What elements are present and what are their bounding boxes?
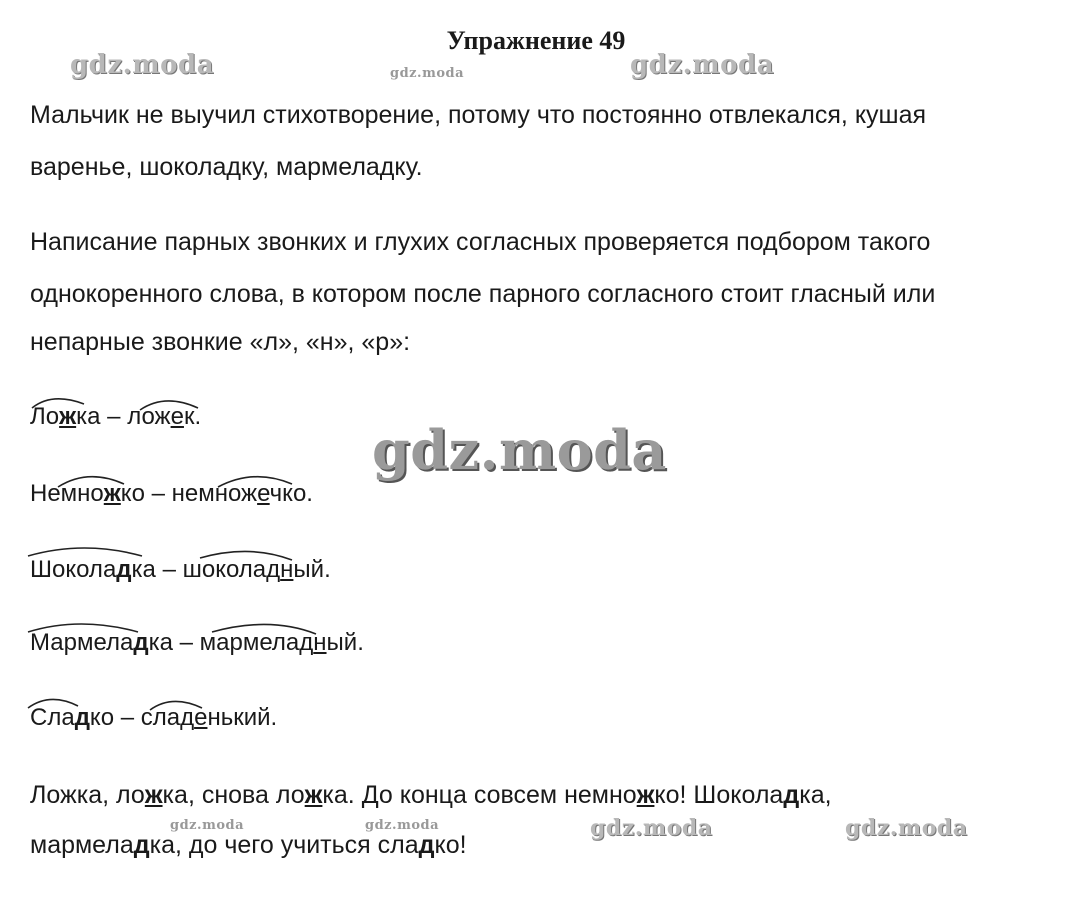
- word: Шокола: [30, 556, 117, 583]
- word: Мармела: [30, 629, 134, 656]
- paragraph-line: Мальчик не выучил стихотворение, потому что постоянно отвлекался, кушая: [30, 101, 927, 129]
- word: чко.: [269, 480, 313, 507]
- word: ка: [131, 556, 156, 583]
- letter-underlined: н: [280, 556, 294, 583]
- letter-underlined: д: [133, 831, 150, 859]
- page-title: Упражнение 49: [446, 26, 626, 55]
- verse-text: ка, снова ло: [162, 781, 305, 809]
- letter-underlined: д: [74, 704, 90, 731]
- dash: –: [114, 704, 141, 731]
- dash: –: [100, 403, 128, 430]
- paragraph-line: варенье, шоколадку, мармеладку.: [30, 153, 423, 181]
- word: ко: [120, 480, 145, 507]
- example-line: [30, 628, 364, 658]
- example-line: [30, 402, 201, 432]
- letter-underlined: н: [313, 629, 327, 656]
- letter-underlined: д: [783, 781, 800, 809]
- word: ко: [89, 704, 115, 731]
- verse-text: ко! Шокола: [654, 781, 784, 809]
- word: Сла: [30, 704, 75, 731]
- word: лож: [127, 403, 171, 430]
- word: к.: [183, 403, 202, 430]
- word: ка: [148, 629, 173, 656]
- word: немнож: [171, 480, 258, 507]
- watermark: gdz.moda: [390, 66, 465, 81]
- letter-underlined: е: [194, 704, 208, 731]
- dash: –: [155, 556, 183, 583]
- dash: –: [144, 480, 172, 507]
- letter-underlined: ж: [636, 781, 655, 809]
- word: ка: [76, 403, 101, 430]
- letter-underlined: ж: [103, 480, 121, 507]
- watermark: gdz.moda: [372, 418, 667, 482]
- word: ый.: [293, 556, 331, 583]
- word: Немно: [30, 480, 104, 507]
- verse-line: [30, 780, 832, 810]
- word: слад: [140, 704, 195, 731]
- paragraph-line: непарные звонкие «л», «н», «р»:: [30, 328, 411, 356]
- example-line: [30, 555, 331, 585]
- word: шоколад: [182, 556, 281, 583]
- watermark: gdz.moda: [845, 815, 968, 841]
- paragraph-line: Написание парных звонких и глухих согласных проверяется подбором такого: [30, 228, 931, 256]
- example-line: [30, 703, 277, 733]
- verse-text: ко!: [434, 831, 467, 859]
- letter-underlined: е: [170, 403, 184, 430]
- word: Ло: [30, 403, 60, 430]
- verse-text: ка. До конца совсем немно: [322, 781, 637, 809]
- letter-underlined: д: [116, 556, 132, 583]
- watermark: gdz.moda: [630, 50, 775, 80]
- letter-underlined: д: [418, 831, 435, 859]
- paragraph-line: однокоренного слова, в котором после парного согласного стоит гласный или: [30, 280, 936, 308]
- verse-text: ка,: [799, 781, 832, 809]
- watermark: gdz.moda: [590, 815, 713, 841]
- example-line: [30, 479, 313, 509]
- letter-underlined: ж: [144, 781, 163, 809]
- verse-text: Ложка, ло: [30, 781, 145, 809]
- letter-underlined: ж: [59, 403, 77, 430]
- letter-underlined: д: [133, 629, 149, 656]
- watermark: gdz.moda: [170, 818, 245, 833]
- letter-underlined: ж: [304, 781, 323, 809]
- watermark: gdz.moda: [70, 50, 215, 80]
- verse-text: ка, до чего учиться сла: [149, 831, 419, 859]
- watermark: gdz.moda: [365, 818, 440, 833]
- verse-text: мармела: [30, 831, 134, 859]
- letter-underlined: е: [257, 480, 270, 507]
- verse-line: [30, 830, 467, 860]
- word: нький.: [207, 704, 278, 731]
- word: мармелад: [199, 629, 314, 656]
- word: ый.: [326, 629, 364, 656]
- dash: –: [172, 629, 200, 656]
